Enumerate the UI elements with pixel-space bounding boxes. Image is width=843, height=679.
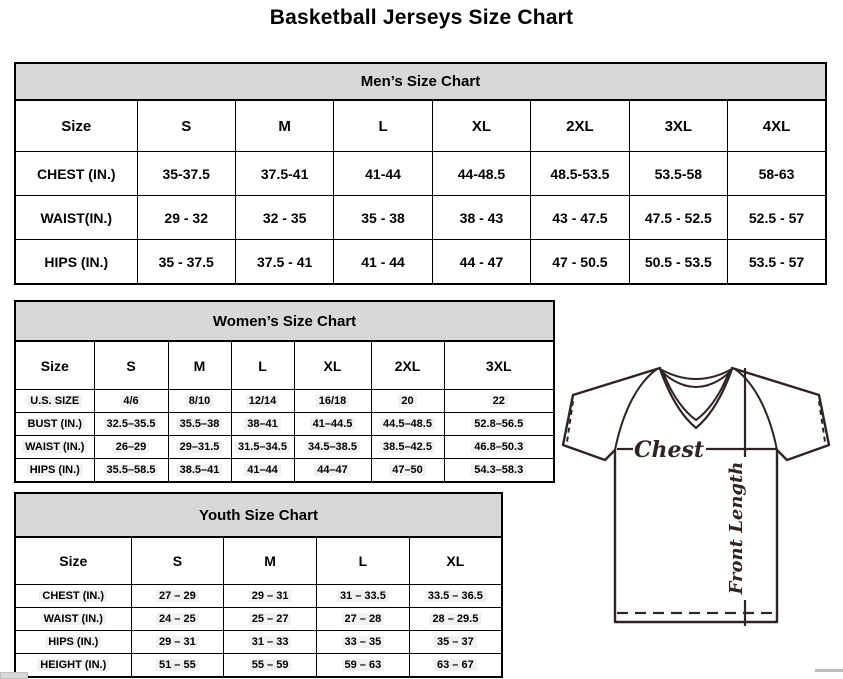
cell: 24 – 25 [131,608,224,631]
cell: 38–41 [231,413,294,436]
cell: 12/14 [231,390,294,413]
cell: 58-63 [728,152,826,196]
table-header-row [15,100,826,152]
column-header: 2XL [371,341,444,390]
table-caption: Men’s Size Chart [15,63,826,100]
mens-size-table [14,62,827,285]
table-row [15,436,554,459]
table-row [15,196,826,240]
cell: 51 – 55 [131,654,224,678]
table-row [15,585,502,608]
table-row [15,413,554,436]
youth-size-table [14,492,503,678]
column-header: M [235,100,333,152]
column-header: XL [409,537,502,585]
cell: 31 – 33.5 [317,585,410,608]
column-header: XL [294,341,371,390]
sleeve-cuff-dashes [567,401,825,442]
row-label: HIPS (IN.) [15,459,94,483]
cell: 52.5 - 57 [728,196,826,240]
cell: 38 - 43 [432,196,530,240]
column-header: L [334,100,432,152]
column-header: Size [15,100,137,152]
cell: 25 – 27 [224,608,317,631]
row-label: U.S. SIZE [15,390,94,413]
table-header-row [15,341,554,390]
cell: 4/6 [94,390,168,413]
column-header: M [168,341,231,390]
cell: 35.5–38 [168,413,231,436]
cell: 31.5–34.5 [231,436,294,459]
cell: 32.5–35.5 [94,413,168,436]
cell: 33.5 – 36.5 [409,585,502,608]
cell: 35.5–58.5 [94,459,168,483]
row-label: HIPS (IN.) [15,631,131,654]
cell: 44 - 47 [432,240,530,285]
cell: 28 – 29.5 [409,608,502,631]
table-caption-row [15,493,502,537]
column-header: L [231,341,294,390]
cell: 54.3–58.3 [444,459,554,483]
cell: 55 – 59 [224,654,317,678]
cell: 43 - 47.5 [531,196,629,240]
cell: 44-48.5 [432,152,530,196]
jersey-measurement-diagram [556,360,836,650]
cell: 48.5-53.5 [531,152,629,196]
column-header: Size [15,341,94,390]
table-caption-row [15,63,826,100]
cell: 37.5-41 [235,152,333,196]
cell: 16/18 [294,390,371,413]
table-caption-row [15,301,554,341]
cell: 34.5–38.5 [294,436,371,459]
row-label: CHEST (IN.) [15,152,137,196]
cell: 31 – 33 [224,631,317,654]
table-caption: Women’s Size Chart [15,301,554,341]
row-label: WAIST(IN.) [15,196,137,240]
cell: 53.5-58 [629,152,727,196]
column-header: S [94,341,168,390]
cell: 41 - 44 [334,240,432,285]
cell: 8/10 [168,390,231,413]
cell: 41–44 [231,459,294,483]
cell: 44–47 [294,459,371,483]
cell: 63 – 67 [409,654,502,678]
column-header: 3XL [444,341,554,390]
cell: 35 - 38 [334,196,432,240]
row-label: HIPS (IN.) [15,240,137,285]
cell: 35 - 37.5 [137,240,235,285]
cell: 29 – 31 [224,585,317,608]
column-header: Size [15,537,131,585]
table-header-row [15,537,502,585]
table-row [15,240,826,285]
cell: 38.5–42.5 [371,436,444,459]
cell: 53.5 - 57 [728,240,826,285]
cell: 59 – 63 [317,654,410,678]
table-caption: Youth Size Chart [15,493,502,537]
cell: 35 – 37 [409,631,502,654]
column-header: 3XL [629,100,727,152]
cell: 33 – 35 [317,631,410,654]
cell: 41–44.5 [294,413,371,436]
scrollbar-track-fragment [815,669,843,672]
column-header: XL [432,100,530,152]
cell: 47–50 [371,459,444,483]
cell: 22 [444,390,554,413]
column-header: L [317,537,410,585]
page-title: Basketball Jerseys Size Chart [269,6,574,29]
table-row [15,631,502,654]
column-header: 4XL [728,100,826,152]
table-row [15,459,554,483]
cell: 47.5 - 52.5 [629,196,727,240]
row-label: CHEST (IN.) [15,585,131,608]
cell: 29–31.5 [168,436,231,459]
cell: 20 [371,390,444,413]
scrollbar-thumb[interactable] [0,672,28,679]
table-row [15,654,502,678]
cell: 26–29 [94,436,168,459]
cell: 27 – 28 [317,608,410,631]
cell: 52.8–56.5 [444,413,554,436]
jersey-outline [563,368,829,622]
row-label: WAIST (IN.) [15,608,131,631]
table-row [15,152,826,196]
cell: 29 – 31 [131,631,224,654]
column-header: M [224,537,317,585]
column-header: S [137,100,235,152]
cell: 27 – 29 [131,585,224,608]
cell: 44.5–48.5 [371,413,444,436]
chest-label: Chest [633,437,705,463]
cell: 37.5 - 41 [235,240,333,285]
cell: 29 - 32 [137,196,235,240]
cell: 41-44 [334,152,432,196]
cell: 32 - 35 [235,196,333,240]
column-header: 2XL [531,100,629,152]
table-row [15,390,554,413]
cell: 47 - 50.5 [531,240,629,285]
row-label: BUST (IN.) [15,413,94,436]
column-header: S [131,537,224,585]
cell: 50.5 - 53.5 [629,240,727,285]
row-label: HEIGHT (IN.) [15,654,131,678]
cell: 38.5–41 [168,459,231,483]
front-length-label: Front Length [726,461,747,595]
table-row [15,608,502,631]
cell: 46.8–50.3 [444,436,554,459]
cell: 35-37.5 [137,152,235,196]
row-label: WAIST (IN.) [15,436,94,459]
womens-size-table [14,300,555,483]
